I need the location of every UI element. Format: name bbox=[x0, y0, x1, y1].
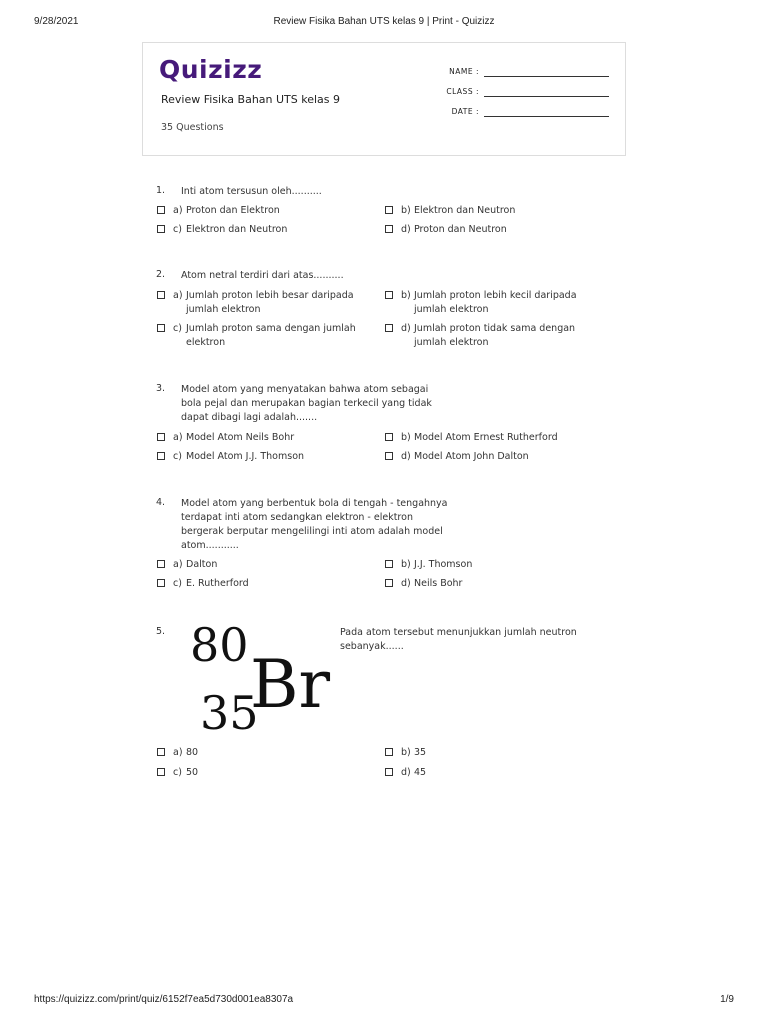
option-letter: d) bbox=[401, 578, 411, 589]
question-text: Model atom yang berbentuk bola di tengah - tengahnya terdapat inti atom sedangkan elektron - elektron bergerak berputar mengelilingi inti atom adalah model atom........... bbox=[181, 498, 448, 551]
option-letter: c) bbox=[173, 323, 182, 334]
option-text: Jumlah proton sama dengan jumlah elektron bbox=[186, 323, 356, 348]
option-text: Model Atom Ernest Rutherford bbox=[414, 432, 558, 443]
question-text: Model atom yang menyatakan bahwa atom sebagai bola pejal dan merupakan bagian terkecil yang tidak dapat dibagi lagi adalah....... bbox=[181, 384, 432, 423]
option-text: Jumlah proton lebih kecil daripada jumlah elektron bbox=[414, 290, 577, 315]
option-text: Model Atom J.J. Thomson bbox=[186, 451, 305, 462]
option-letter: c) bbox=[173, 224, 182, 235]
option-letter: b) bbox=[401, 559, 411, 570]
option-letter: c) bbox=[173, 451, 182, 462]
option-text: Model Atom Neils Bohr bbox=[186, 432, 295, 443]
checkbox[interactable] bbox=[385, 206, 393, 214]
question-number: 3. bbox=[156, 383, 166, 394]
checkbox[interactable] bbox=[157, 768, 165, 776]
checkbox[interactable] bbox=[157, 291, 165, 299]
option-text: Proton dan Elektron bbox=[186, 205, 280, 216]
option-letter: b) bbox=[401, 747, 411, 758]
checkbox[interactable] bbox=[157, 748, 165, 756]
class-label: CLASS : bbox=[446, 87, 479, 96]
option-text: 50 bbox=[186, 767, 199, 778]
print-url: https://quizizz.com/print/quiz/6152f7ea5d730d001ea8307a bbox=[34, 994, 294, 1005]
option-text: E. Rutherford bbox=[186, 578, 249, 589]
option-letter: c) bbox=[173, 767, 182, 778]
checkbox[interactable] bbox=[157, 433, 165, 441]
print-page-title: Review Fisika Bahan UTS kelas 9 | Print - Quizizz bbox=[273, 16, 495, 27]
option-text: Jumlah proton lebih besar daripada jumlah elektron bbox=[186, 290, 354, 315]
checkbox[interactable] bbox=[385, 768, 393, 776]
checkbox[interactable] bbox=[157, 452, 165, 460]
question-count: 35 Questions bbox=[161, 122, 224, 133]
option-letter: d) bbox=[401, 767, 411, 778]
option-letter: b) bbox=[401, 432, 411, 443]
question-number: 4. bbox=[156, 497, 166, 508]
checkbox[interactable] bbox=[385, 433, 393, 441]
checkbox[interactable] bbox=[157, 560, 165, 568]
question-text: Atom netral terdiri dari atas.......... bbox=[181, 270, 344, 281]
quizizz-logo: Quizizz bbox=[159, 55, 263, 84]
date-label: DATE : bbox=[451, 107, 479, 116]
option-text: Model Atom John Dalton bbox=[414, 451, 529, 462]
element-symbol: Br bbox=[250, 646, 331, 723]
option-letter: a) bbox=[173, 205, 183, 216]
option-text: Elektron dan Neutron bbox=[414, 205, 516, 216]
question-number: 2. bbox=[156, 269, 166, 280]
option-text: Elektron dan Neutron bbox=[186, 224, 288, 235]
checkbox[interactable] bbox=[385, 291, 393, 299]
name-line bbox=[484, 76, 609, 77]
option-text: 45 bbox=[414, 767, 427, 778]
quiz-header-card bbox=[142, 42, 626, 156]
option-letter: d) bbox=[401, 323, 411, 334]
option-text: Proton dan Neutron bbox=[414, 224, 507, 235]
checkbox[interactable] bbox=[385, 748, 393, 756]
option-text: 35 bbox=[414, 747, 427, 758]
print-date: 9/28/2021 bbox=[34, 16, 79, 27]
option-letter: a) bbox=[173, 290, 183, 301]
option-letter: a) bbox=[173, 747, 183, 758]
question-number: 1. bbox=[156, 185, 166, 196]
option-letter: d) bbox=[401, 451, 411, 462]
option-text: 80 bbox=[186, 747, 199, 758]
checkbox[interactable] bbox=[157, 324, 165, 332]
checkbox[interactable] bbox=[157, 225, 165, 233]
option-letter: a) bbox=[173, 432, 183, 443]
quiz-title: Review Fisika Bahan UTS kelas 9 bbox=[161, 93, 341, 106]
question-text: Inti atom tersusun oleh.......... bbox=[181, 186, 322, 197]
option-text: Neils Bohr bbox=[414, 578, 463, 589]
page-indicator: 1/9 bbox=[720, 994, 734, 1005]
option-text: Jumlah proton tidak sama dengan jumlah elektron bbox=[414, 323, 576, 348]
checkbox[interactable] bbox=[385, 452, 393, 460]
option-text: J.J. Thomson bbox=[414, 559, 473, 570]
class-line bbox=[484, 96, 609, 97]
checkbox[interactable] bbox=[157, 206, 165, 214]
atomic-number: 35 bbox=[200, 686, 259, 740]
bromine-isotope-notation bbox=[190, 618, 340, 742]
checkbox[interactable] bbox=[385, 324, 393, 332]
checkbox[interactable] bbox=[385, 225, 393, 233]
checkbox[interactable] bbox=[385, 560, 393, 568]
checkbox[interactable] bbox=[385, 579, 393, 587]
mass-number: 80 bbox=[190, 618, 249, 672]
option-letter: b) bbox=[401, 205, 411, 216]
question-number: 5. bbox=[156, 626, 166, 637]
checkbox[interactable] bbox=[157, 579, 165, 587]
option-letter: a) bbox=[173, 559, 183, 570]
option-letter: b) bbox=[401, 290, 411, 301]
question-text: Pada atom tersebut menunjukkan jumlah neutron sebanyak...... bbox=[340, 627, 577, 652]
name-label: NAME : bbox=[449, 67, 479, 76]
option-text: Dalton bbox=[186, 559, 218, 570]
option-letter: c) bbox=[173, 578, 182, 589]
option-letter: d) bbox=[401, 224, 411, 235]
date-line bbox=[484, 116, 609, 117]
